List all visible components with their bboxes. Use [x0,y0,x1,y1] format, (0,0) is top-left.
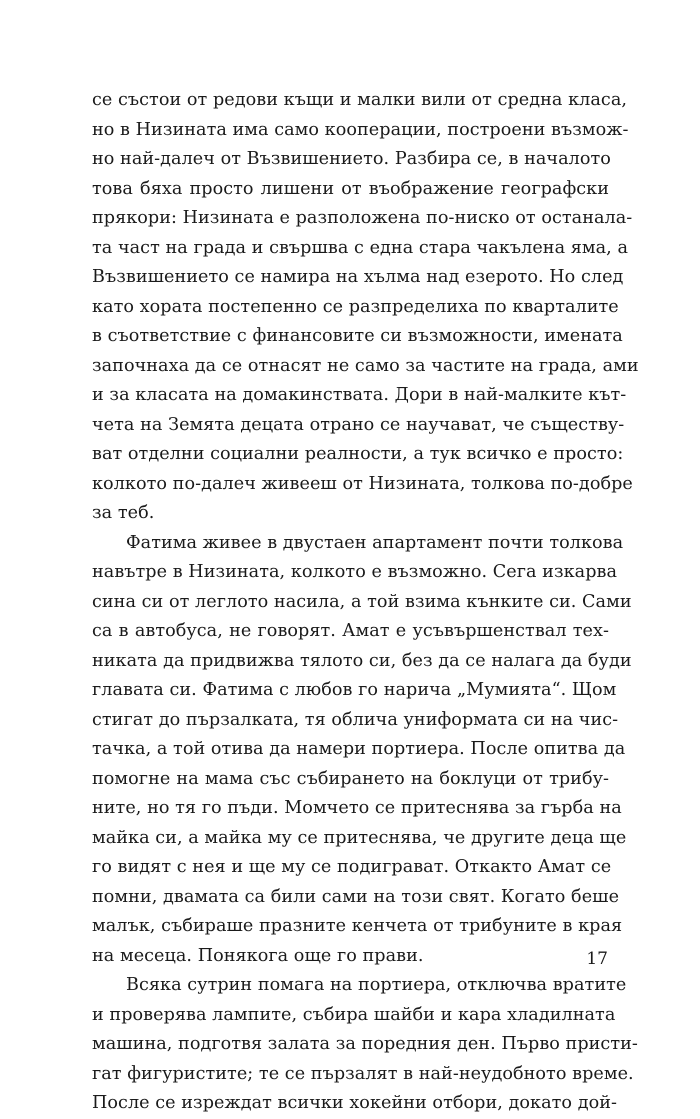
text-line: помогне на мама със събирането на боклуци от трибу- [92,768,609,789]
text-line: са в автобуса, не говорят. Амат е усъвършенствал тех- [92,621,609,641]
text-line: Възвишението се намира на хълма над езерото. Но след [92,267,624,287]
text-line: стигат до пързалката, тя облича униформата си на чис- [92,709,619,730]
text-line: го видят с нея и ще му се подиграват. Откакто Амат се [92,857,612,877]
text-line: малък, събираше празните кенчета от трибуните в края [92,916,623,936]
text-line: главата си. Фатима с любов го нарича „Мумията“. Щом [92,680,617,700]
text-line: чета на Земята децата отрано се научават, че съществу- [92,414,625,435]
text-line: навътре в Низината, колкото е възможно. Сега изкарва [92,562,617,582]
text-line: гат фигуристите; те се пързалят в най-неудобното време. [92,1063,634,1084]
page-body [92,86,639,1119]
paragraph-3 [92,971,638,1119]
text-line: ват отделни социални реалности, а тук всичко е просто: [92,444,624,464]
text-line: на месеца. Понякога още го прави. [92,945,424,966]
text-line: После се изреждат всички хокейни отбори, докато дой- [92,1093,617,1113]
text-line: майка си, а майка му се притеснява, че другите деца ще [92,827,627,848]
text-line: та част на града и свършва с една стара чакълена яма, а [92,237,629,258]
text-line: се състои от редови къщи и малки вили от средна класа, [92,90,628,110]
page-number: 17 [586,949,608,969]
text-line: тачка, а той отива да намери портиера. После опитва да [92,739,626,759]
text-line: сина си от леглото насила, а той взима кънките си. Сами [92,591,632,612]
paragraph-1 [92,86,639,529]
text-line: и проверява лампите, събира шайби и кара хладилната [92,1004,616,1025]
text-line: Фатима живее в двустаен апартамент почти толкова [126,532,624,553]
text-line: това бяха просто лишени от въображение географски [92,178,609,199]
text-line: машина, подготвя залата за поредния ден. Първо присти- [92,1034,638,1054]
text-line: за теб. [92,503,155,523]
text-line: в съответствие с финансовите си възможности, имената [92,326,623,346]
text-line: и за класата на домакинствата. Дори в най-малките кът- [92,385,627,405]
text-line: никата да придвижва тялото си, без да се налага да буди [92,650,632,671]
text-line: колкото по-далеч живееш от Низината, толкова по-добре [92,473,633,494]
text-line: помни, двамата са били сами на този свят. Когато беше [92,886,620,907]
text-line: но най-далеч от Възвишението. Разбира се, в началото [92,149,611,169]
text-line: като хората постепенно се разпределиха по кварталите [92,296,619,317]
text-line: но в Низината има само кооперации, построени възмож- [92,119,629,140]
text-line: ните, но тя го пъди. Момчето се притеснява за гърба на [92,798,622,818]
text-line: прякори: Низината е разположена по-ниско от останала- [92,208,633,228]
text-line: Всяка сутрин помага на портиера, отключва вратите [126,975,627,995]
text-line: започнаха да се отнасят не само за частите на града, ами [92,355,639,376]
paragraph-2 [92,529,632,972]
